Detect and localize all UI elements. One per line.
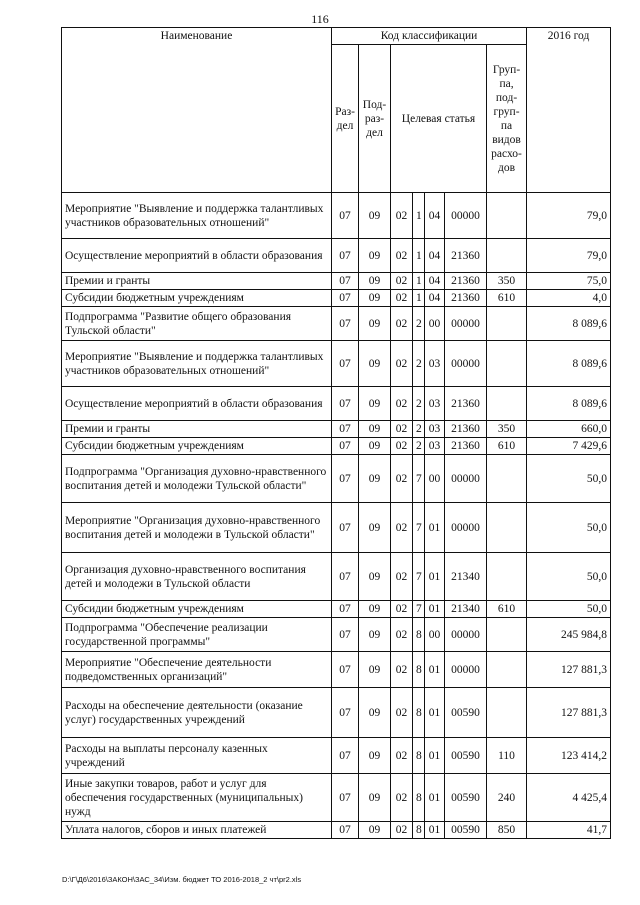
table-row (62, 618, 611, 652)
row-target-event: 01 (425, 601, 445, 618)
header-year: 2016 год (527, 28, 611, 193)
row-target-event: 04 (425, 193, 445, 239)
row-podrazdel: 09 (359, 438, 391, 455)
row-target-subprogram: 1 (413, 290, 425, 307)
row-target-program: 02 (391, 273, 413, 290)
row-razdel: 07 (332, 438, 359, 455)
row-razdel: 07 (332, 387, 359, 421)
row-razdel: 07 (332, 239, 359, 273)
row-expense-type: 240 (487, 774, 527, 822)
row-target-event: 01 (425, 688, 445, 738)
header-celevaya-statya: Целевая статья (391, 45, 487, 193)
row-amount-2016: 50,0 (527, 455, 611, 503)
row-razdel: 07 (332, 273, 359, 290)
row-target-subprogram: 8 (413, 738, 425, 774)
row-target-event: 01 (425, 503, 445, 553)
row-expense-type (487, 652, 527, 688)
table-row (62, 193, 611, 239)
row-name: Организация духовно-нравственного воспитания детей и молодежи в Тульской области (62, 553, 332, 601)
row-target-event: 03 (425, 438, 445, 455)
row-name: Мероприятие "Выявление и поддержка талантливых участников образовательных отношений" (62, 193, 332, 239)
row-amount-2016: 79,0 (527, 239, 611, 273)
row-name: Подпрограмма "Развитие общего образования Тульской области" (62, 307, 332, 341)
row-podrazdel: 09 (359, 688, 391, 738)
row-target-subprogram: 7 (413, 503, 425, 553)
row-name: Иные закупки товаров, работ и услуг для обеспечения государственных (муниципальных) нужд (62, 774, 332, 822)
row-target-subprogram: 7 (413, 601, 425, 618)
row-amount-2016: 4,0 (527, 290, 611, 307)
row-podrazdel: 09 (359, 455, 391, 503)
row-name: Осуществление мероприятий в области образования (62, 239, 332, 273)
row-podrazdel: 09 (359, 503, 391, 553)
row-name: Осуществление мероприятий в области образования (62, 387, 332, 421)
table-row (62, 822, 611, 839)
row-expense-type (487, 307, 527, 341)
row-expense-type (487, 688, 527, 738)
row-amount-2016: 50,0 (527, 503, 611, 553)
row-target-direction: 21340 (445, 553, 487, 601)
row-name: Субсидии бюджетным учреждениям (62, 438, 332, 455)
row-podrazdel: 09 (359, 553, 391, 601)
row-target-program: 02 (391, 503, 413, 553)
row-target-direction: 00000 (445, 193, 487, 239)
header-podrazdel: Под- раз- дел (359, 45, 391, 193)
row-target-program: 02 (391, 421, 413, 438)
row-target-event: 01 (425, 774, 445, 822)
row-target-event: 04 (425, 273, 445, 290)
row-target-event: 03 (425, 341, 445, 387)
page-number: 116 (311, 12, 329, 26)
row-target-direction: 00000 (445, 652, 487, 688)
row-podrazdel: 09 (359, 738, 391, 774)
row-target-program: 02 (391, 455, 413, 503)
row-expense-type: 610 (487, 438, 527, 455)
table-row (62, 290, 611, 307)
row-expense-type (487, 387, 527, 421)
row-target-event: 00 (425, 455, 445, 503)
row-razdel: 07 (332, 601, 359, 618)
row-target-subprogram: 2 (413, 438, 425, 455)
table-row (62, 421, 611, 438)
row-razdel: 07 (332, 341, 359, 387)
row-podrazdel: 09 (359, 273, 391, 290)
row-target-direction: 00000 (445, 503, 487, 553)
header-gruppa-vidov-rashodov: Груп- па, под- груп- па видов расхо- дов (487, 45, 527, 193)
row-target-event: 03 (425, 387, 445, 421)
row-target-subprogram: 1 (413, 239, 425, 273)
row-target-program: 02 (391, 387, 413, 421)
row-amount-2016: 79,0 (527, 193, 611, 239)
row-target-direction: 21360 (445, 421, 487, 438)
row-target-program: 02 (391, 193, 413, 239)
file-path-footer: D:\Г\Д6\2016\ЗАКОН\ЗАС_34\Изм. бюджет ТО 2016-2018_2 чт\pr2.xls (62, 875, 302, 884)
row-podrazdel: 09 (359, 193, 391, 239)
row-podrazdel: 09 (359, 421, 391, 438)
row-target-program: 02 (391, 438, 413, 455)
row-razdel: 07 (332, 774, 359, 822)
row-target-direction: 21360 (445, 273, 487, 290)
row-razdel: 07 (332, 455, 359, 503)
row-expense-type (487, 455, 527, 503)
row-target-event: 01 (425, 738, 445, 774)
table-row (62, 601, 611, 618)
row-podrazdel: 09 (359, 290, 391, 307)
row-name: Мероприятие "Выявление и поддержка талантливых участников образовательных отношений" (62, 341, 332, 387)
row-razdel: 07 (332, 307, 359, 341)
table-row (62, 239, 611, 273)
row-razdel: 07 (332, 652, 359, 688)
table-row (62, 503, 611, 553)
row-target-subprogram: 2 (413, 387, 425, 421)
row-target-subprogram: 2 (413, 307, 425, 341)
row-target-subprogram: 7 (413, 553, 425, 601)
row-podrazdel: 09 (359, 774, 391, 822)
row-target-direction: 00590 (445, 738, 487, 774)
row-target-subprogram: 8 (413, 822, 425, 839)
row-razdel: 07 (332, 618, 359, 652)
row-name: Расходы на обеспечение деятельности (оказание услуг) государственных учреждений (62, 688, 332, 738)
row-target-program: 02 (391, 618, 413, 652)
row-expense-type: 610 (487, 601, 527, 618)
row-target-direction: 00590 (445, 688, 487, 738)
row-amount-2016: 50,0 (527, 601, 611, 618)
row-razdel: 07 (332, 193, 359, 239)
row-target-direction: 00000 (445, 618, 487, 652)
row-target-event: 03 (425, 421, 445, 438)
row-razdel: 07 (332, 503, 359, 553)
row-name: Подпрограмма "Организация духовно-нравственного воспитания детей и молодежи Тульской области" (62, 455, 332, 503)
row-target-subprogram: 1 (413, 193, 425, 239)
row-target-event: 01 (425, 553, 445, 601)
row-podrazdel: 09 (359, 341, 391, 387)
row-expense-type (487, 618, 527, 652)
row-amount-2016: 123 414,2 (527, 738, 611, 774)
row-target-subprogram: 8 (413, 688, 425, 738)
row-target-direction: 21360 (445, 239, 487, 273)
row-target-program: 02 (391, 341, 413, 387)
row-target-direction: 00000 (445, 455, 487, 503)
row-amount-2016: 660,0 (527, 421, 611, 438)
row-target-subprogram: 8 (413, 618, 425, 652)
row-razdel: 07 (332, 421, 359, 438)
table-row (62, 438, 611, 455)
row-name: Уплата налогов, сборов и иных платежей (62, 822, 332, 839)
row-podrazdel: 09 (359, 652, 391, 688)
row-amount-2016: 8 089,6 (527, 341, 611, 387)
row-amount-2016: 50,0 (527, 553, 611, 601)
row-target-direction: 00590 (445, 822, 487, 839)
row-name: Мероприятие "Организация духовно-нравственного воспитания детей и молодежи в Тульской области" (62, 503, 332, 553)
row-target-direction: 00000 (445, 341, 487, 387)
row-razdel: 07 (332, 290, 359, 307)
table-row (62, 307, 611, 341)
row-target-program: 02 (391, 774, 413, 822)
row-target-program: 02 (391, 738, 413, 774)
row-target-direction: 21360 (445, 290, 487, 307)
table-body (62, 193, 611, 839)
header-name: Наименование (62, 28, 332, 193)
row-target-program: 02 (391, 239, 413, 273)
row-target-event: 01 (425, 822, 445, 839)
table-row (62, 387, 611, 421)
row-target-subprogram: 1 (413, 273, 425, 290)
row-target-direction: 00590 (445, 774, 487, 822)
header-razdel: Раз- дел (332, 45, 359, 193)
row-target-event: 00 (425, 307, 445, 341)
row-target-direction: 00000 (445, 307, 487, 341)
row-target-subprogram: 7 (413, 455, 425, 503)
row-target-event: 00 (425, 618, 445, 652)
row-razdel: 07 (332, 822, 359, 839)
row-razdel: 07 (332, 553, 359, 601)
table-row (62, 774, 611, 822)
row-expense-type: 610 (487, 290, 527, 307)
table-header (62, 28, 611, 193)
row-amount-2016: 8 089,6 (527, 387, 611, 421)
row-name: Подпрограмма "Обеспечение реализации государственной программы" (62, 618, 332, 652)
row-expense-type (487, 503, 527, 553)
row-expense-type: 850 (487, 822, 527, 839)
row-podrazdel: 09 (359, 822, 391, 839)
row-podrazdel: 09 (359, 239, 391, 273)
row-amount-2016: 75,0 (527, 273, 611, 290)
row-target-subprogram: 2 (413, 341, 425, 387)
table-row (62, 652, 611, 688)
row-expense-type (487, 193, 527, 239)
row-target-direction: 21360 (445, 438, 487, 455)
row-podrazdel: 09 (359, 387, 391, 421)
budget-table (61, 27, 611, 839)
row-amount-2016: 41,7 (527, 822, 611, 839)
table-row (62, 688, 611, 738)
row-target-program: 02 (391, 601, 413, 618)
row-podrazdel: 09 (359, 601, 391, 618)
table-row (62, 738, 611, 774)
row-podrazdel: 09 (359, 307, 391, 341)
row-target-event: 01 (425, 652, 445, 688)
row-amount-2016: 245 984,8 (527, 618, 611, 652)
row-target-direction: 21360 (445, 387, 487, 421)
row-target-program: 02 (391, 652, 413, 688)
row-expense-type (487, 341, 527, 387)
row-expense-type: 110 (487, 738, 527, 774)
row-amount-2016: 7 429,6 (527, 438, 611, 455)
row-razdel: 07 (332, 688, 359, 738)
row-target-event: 04 (425, 239, 445, 273)
row-amount-2016: 4 425,4 (527, 774, 611, 822)
row-name: Премии и гранты (62, 421, 332, 438)
row-name: Премии и гранты (62, 273, 332, 290)
row-target-subprogram: 8 (413, 774, 425, 822)
row-name: Субсидии бюджетным учреждениям (62, 601, 332, 618)
row-target-program: 02 (391, 290, 413, 307)
row-amount-2016: 8 089,6 (527, 307, 611, 341)
table-row (62, 553, 611, 601)
row-target-subprogram: 2 (413, 421, 425, 438)
row-amount-2016: 127 881,3 (527, 652, 611, 688)
row-amount-2016: 127 881,3 (527, 688, 611, 738)
row-name: Расходы на выплаты персоналу казенных учреждений (62, 738, 332, 774)
table-row (62, 273, 611, 290)
table-row (62, 341, 611, 387)
header-code: Код классификации (332, 28, 527, 45)
row-podrazdel: 09 (359, 618, 391, 652)
row-target-program: 02 (391, 688, 413, 738)
row-expense-type: 350 (487, 421, 527, 438)
row-target-program: 02 (391, 822, 413, 839)
row-target-program: 02 (391, 553, 413, 601)
row-name: Субсидии бюджетным учреждениям (62, 290, 332, 307)
row-target-subprogram: 8 (413, 652, 425, 688)
row-target-event: 04 (425, 290, 445, 307)
row-target-direction: 21340 (445, 601, 487, 618)
row-expense-type: 350 (487, 273, 527, 290)
row-target-program: 02 (391, 307, 413, 341)
row-name: Мероприятие "Обеспечение деятельности подведомственных организаций" (62, 652, 332, 688)
row-expense-type (487, 553, 527, 601)
row-razdel: 07 (332, 738, 359, 774)
row-expense-type (487, 239, 527, 273)
table-row (62, 455, 611, 503)
